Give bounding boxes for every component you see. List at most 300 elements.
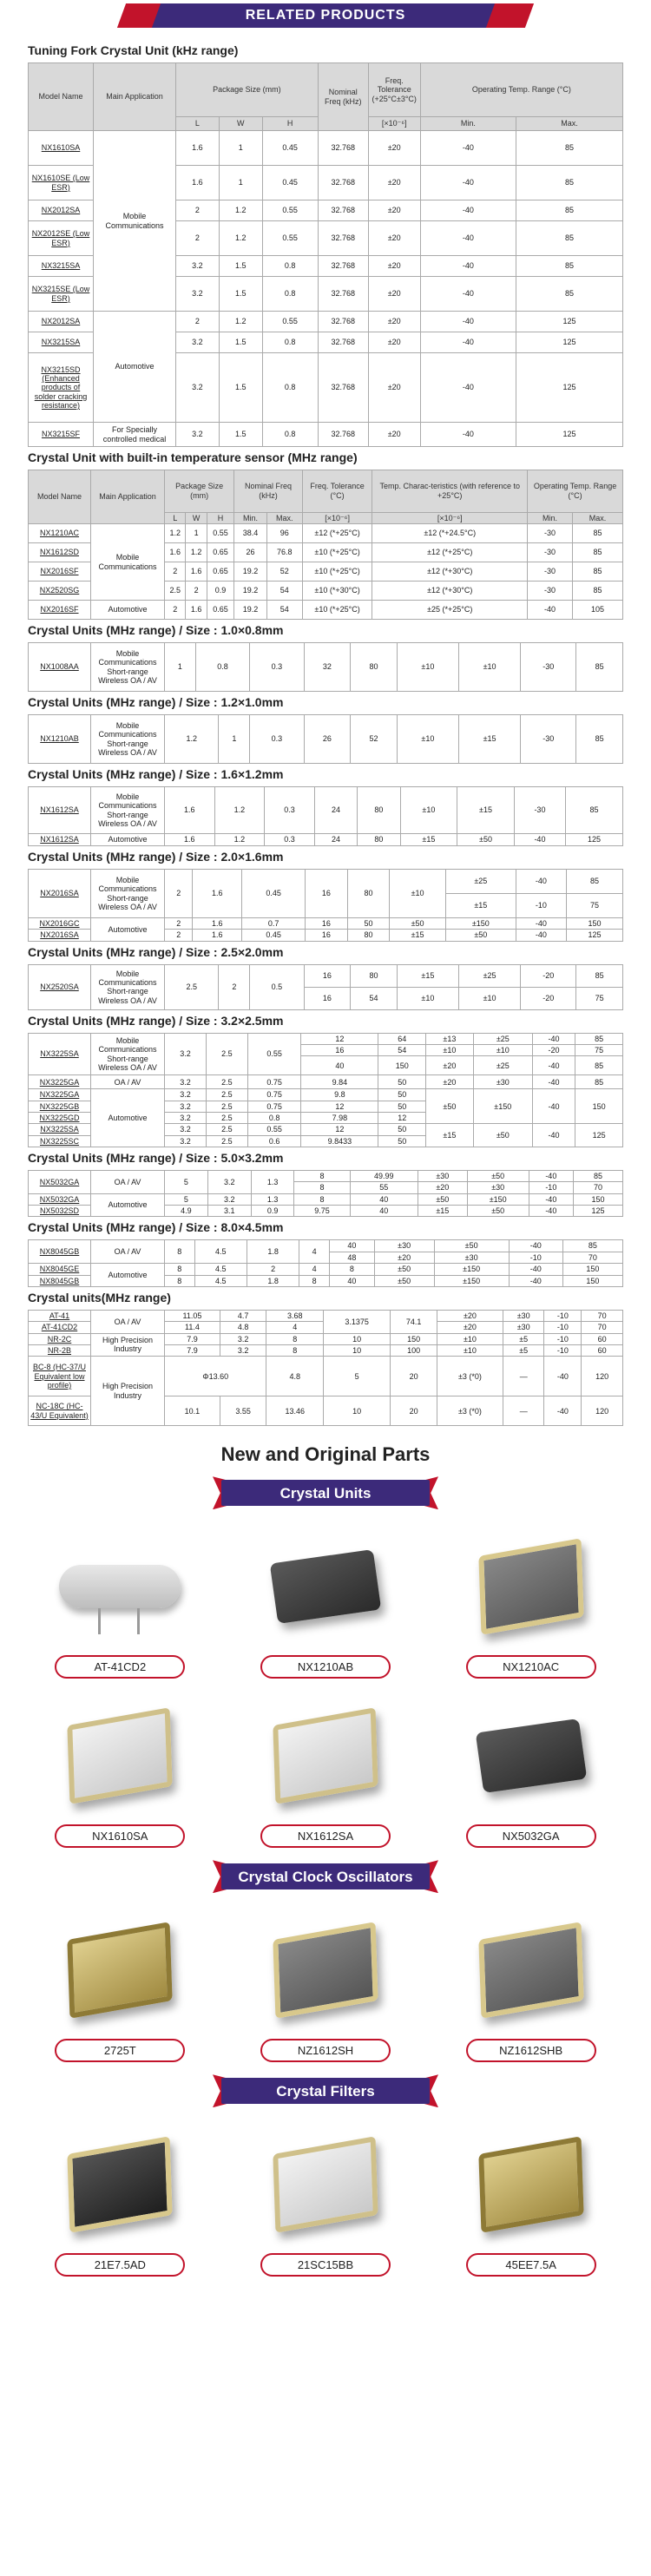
table-cell: OA / AV — [91, 1310, 165, 1333]
tuning-fork-title: Tuning Fork Crystal Unit (kHz range) — [28, 43, 239, 57]
table-cell: 0.45 — [262, 131, 318, 166]
table-cell: -40 — [420, 423, 516, 447]
product-image — [68, 2136, 173, 2233]
table-cell: NX1210AC — [29, 524, 91, 543]
table-cell: 40 — [329, 1240, 374, 1252]
table-cell: 96 — [266, 524, 302, 543]
mhz-units-title: Crystal units(MHz range) — [28, 1290, 171, 1304]
table-cell: 2.5 — [206, 1033, 247, 1075]
table-row — [29, 1089, 623, 1101]
table-cell: -40 — [516, 870, 566, 894]
product-label: NX1210AC — [466, 1655, 596, 1679]
table-cell: 1.6 — [193, 870, 242, 918]
table-cell: NX2520SA — [29, 964, 91, 1009]
table-cell: 3.2 — [165, 1135, 207, 1147]
table-cell: 1.6 — [176, 166, 220, 200]
clock-oscillators-ribbon — [0, 1860, 651, 1893]
product-card[interactable] — [33, 2119, 207, 2277]
table-header-cell: Freq. Tolerance (+25°C±3°C) — [368, 63, 420, 117]
table-row — [29, 63, 623, 117]
table-cell: 0.8 — [262, 353, 318, 423]
table-cell: -40 — [420, 332, 516, 353]
product-card[interactable] — [33, 1691, 207, 1848]
table-cell: 85 — [516, 166, 623, 200]
table-cell: 0.8 — [262, 423, 318, 447]
table-cell: 1.6 — [186, 562, 207, 582]
table-cell: -10 — [544, 1310, 582, 1321]
table-cell: 3.68 — [266, 1310, 323, 1321]
table-cell: 2 — [186, 582, 207, 601]
table-cell: Automotive — [91, 918, 165, 942]
table-cell: 70 — [562, 1252, 622, 1263]
table-cell: 5 — [165, 1171, 208, 1194]
table-cell: 8 — [266, 1344, 323, 1356]
table-cell: 11.4 — [165, 1322, 220, 1333]
table-cell: ±10 (*+25°C) — [302, 601, 372, 620]
table-cell: 3.1375 — [323, 1310, 390, 1333]
table-cell: 2.5 — [206, 1075, 247, 1089]
table-cell: 9.8433 — [301, 1135, 378, 1147]
table-cell: OA / AV — [91, 1075, 165, 1089]
table-cell: ±10 (*+25°C) — [302, 562, 372, 582]
table-cell: NX3225GD — [29, 1113, 91, 1124]
table-cell: ±150 — [467, 1193, 529, 1205]
table-header-cell: [×10⁻⁶] — [368, 117, 420, 131]
table-row — [29, 470, 623, 513]
table-cell: 16 — [304, 987, 351, 1009]
table-cell: -30 — [528, 543, 573, 562]
table-cell: -40 — [420, 312, 516, 332]
table-cell: 54 — [351, 987, 398, 1009]
product-image — [68, 1707, 173, 1804]
table-cell: 1.3 — [251, 1171, 294, 1194]
table-cell: NX2016GC — [29, 918, 91, 930]
table-cell: 7.9 — [165, 1344, 220, 1356]
table-cell: -40 — [420, 221, 516, 256]
table-cell: 64 — [378, 1033, 426, 1044]
table-cell: ±20 — [437, 1310, 503, 1321]
table-cell: 2.5 — [206, 1135, 247, 1147]
table-cell: 0.55 — [262, 312, 318, 332]
table-cell: 2.5 — [206, 1101, 247, 1112]
table-cell: For Specially controlled medical — [94, 423, 176, 447]
table-cell: -40 — [532, 1089, 575, 1124]
table-cell: -40 — [532, 1124, 575, 1147]
table-cell: 32.768 — [318, 131, 368, 166]
table-row — [29, 1264, 623, 1275]
table-cell: 125 — [567, 930, 623, 941]
table-cell: 1.6 — [193, 930, 242, 941]
table-cell: Mobile Communications Short-range Wireless OA / AV — [91, 715, 165, 764]
table-cell: NX3215SA — [29, 256, 94, 277]
table-cell: 8 — [165, 1264, 195, 1275]
table-cell: 60 — [582, 1333, 623, 1344]
table-row — [29, 131, 623, 166]
table-cell: ±12 (*+25°C) — [372, 543, 528, 562]
temp-sensor-table — [28, 470, 623, 620]
table-cell: NX1210AB — [29, 715, 91, 764]
table-row — [29, 1333, 623, 1344]
table-cell: -30 — [528, 524, 573, 543]
table-cell: -10 — [544, 1333, 582, 1344]
table-cell: ±30 — [418, 1171, 467, 1182]
table-cell: 32.768 — [318, 166, 368, 200]
table-row — [29, 312, 623, 332]
table-cell: 8 — [294, 1193, 350, 1205]
product-card[interactable] — [444, 1905, 618, 2062]
table-cell: 1.6 — [165, 543, 186, 562]
table-cell: ±5 — [503, 1333, 543, 1344]
table-cell: ±12 (*+24.5°C) — [372, 524, 528, 543]
table-cell: 75 — [567, 894, 623, 918]
table-cell: 150 — [573, 1193, 622, 1205]
table-cell: 2 — [176, 200, 220, 221]
table-cell: 125 — [516, 312, 623, 332]
table-cell: 0.3 — [250, 643, 304, 692]
table-cell: 40 — [301, 1056, 378, 1075]
product-label: 2725T — [55, 2039, 185, 2062]
table-cell: 54 — [266, 601, 302, 620]
table-cell: 1.5 — [219, 256, 262, 277]
table-cell: ±10 — [400, 787, 457, 834]
table-cell: ±50 — [426, 1089, 474, 1124]
table-cell: ±30 — [503, 1310, 543, 1321]
table-cell: ±30 — [503, 1322, 543, 1333]
table-cell: -40 — [544, 1396, 582, 1426]
product-card[interactable] — [239, 2119, 412, 2277]
table-cell: 0.45 — [262, 166, 318, 200]
table-cell: ±20 — [368, 131, 420, 166]
table-cell: ±12 (*+30°C) — [372, 582, 528, 601]
product-image — [475, 1718, 587, 1793]
size-2520-title: Crystal Units (MHz range) / Size : 2.5×2.0mm — [28, 944, 284, 959]
table-cell: 26 — [234, 543, 267, 562]
table-cell: 16 — [306, 930, 348, 941]
crystal-units-ribbon — [0, 1476, 651, 1509]
table-cell: 50 — [378, 1135, 426, 1147]
product-image — [478, 1922, 583, 2019]
table-cell: Automotive — [91, 601, 165, 620]
product-label: NZ1612SHB — [466, 2039, 596, 2062]
table-cell: 32 — [304, 643, 351, 692]
table-row — [29, 524, 623, 543]
table-cell: 150 — [391, 1333, 437, 1344]
table-cell: 50 — [378, 1101, 426, 1112]
table-cell: -40 — [420, 256, 516, 277]
table-cell: 120 — [582, 1357, 623, 1396]
table-header-cell: H — [262, 117, 318, 131]
table-header-cell: [×10⁻⁶] — [302, 512, 372, 523]
table-cell: 13.46 — [266, 1396, 323, 1426]
table-cell: 8 — [299, 1275, 330, 1286]
table-cell: 0.55 — [262, 200, 318, 221]
table-cell: ±20 — [368, 277, 420, 312]
product-label: NX1210AB — [260, 1655, 391, 1679]
product-card[interactable] — [33, 1521, 207, 1679]
table-cell: 0.3 — [250, 715, 304, 764]
table-cell: 4 — [266, 1322, 323, 1333]
table-cell: -30 — [521, 643, 576, 692]
table-cell: 0.55 — [247, 1033, 301, 1075]
table-cell: ±20 — [426, 1075, 474, 1089]
table-header-cell: Operating Temp. Range (°C) — [528, 470, 623, 513]
table-cell: 1.2 — [214, 834, 265, 846]
table-cell: 3.2 — [176, 277, 220, 312]
table-cell: 2 — [176, 221, 220, 256]
table-cell: ±50 — [390, 918, 446, 930]
table-row — [29, 423, 623, 447]
table-cell: 3.55 — [220, 1396, 266, 1426]
table-cell: 12 — [301, 1124, 378, 1135]
size-2016-title: Crystal Units (MHz range) / Size : 2.0×1.6mm — [28, 850, 284, 864]
table-cell: 49.99 — [350, 1171, 418, 1182]
table-cell: 3.2 — [176, 256, 220, 277]
table-cell: 1.2 — [186, 543, 207, 562]
table-cell: ±50 — [445, 930, 516, 941]
table-cell: 85 — [516, 131, 623, 166]
table-cell: -40 — [529, 1171, 573, 1182]
table-cell: 3.2 — [176, 423, 220, 447]
size-8045-title: Crystal Units (MHz range) / Size : 8.0×4.5mm — [28, 1220, 284, 1235]
table-cell: 32.768 — [318, 353, 368, 423]
product-card[interactable] — [444, 2119, 618, 2277]
table-cell: NX5032GA — [29, 1193, 91, 1205]
table-cell: 80 — [358, 787, 400, 834]
table-cell: -40 — [532, 1056, 575, 1075]
table-cell: 50 — [378, 1124, 426, 1135]
table-cell: 2 — [165, 918, 193, 930]
table-cell: -30 — [528, 562, 573, 582]
table-cell: 85 — [576, 715, 623, 764]
table-cell: 2 — [165, 562, 186, 582]
crystal-filters-ribbon — [0, 2074, 651, 2107]
table-cell: Automotive — [94, 312, 176, 423]
table-cell: ±15 — [397, 964, 458, 987]
product-label: NX1610SA — [55, 1824, 185, 1848]
table-cell: NX3215SA — [29, 332, 94, 353]
table-cell: 0.6 — [247, 1135, 301, 1147]
table-row — [29, 1310, 623, 1321]
table-cell: 3.2 — [165, 1124, 207, 1135]
table-cell: Automotive — [91, 1264, 165, 1287]
product-card[interactable] — [239, 1905, 412, 2062]
table-cell: Automotive — [91, 834, 165, 846]
table-cell: 38.4 — [234, 524, 267, 543]
table-cell: 16 — [306, 918, 348, 930]
product-card[interactable] — [444, 1521, 618, 1679]
table-cell: 0.8 — [262, 277, 318, 312]
table-cell: ±15 — [418, 1206, 467, 1217]
table-cell: 10 — [323, 1333, 390, 1344]
table-cell: 0.9 — [251, 1206, 294, 1217]
table-cell: 0.45 — [242, 930, 306, 941]
table-cell: NX2012SA — [29, 200, 94, 221]
product-image — [478, 2136, 583, 2233]
table-row — [29, 964, 623, 987]
table-cell: ±10 — [458, 643, 520, 692]
table-cell: NX3225SA — [29, 1033, 91, 1075]
table-row — [29, 787, 623, 834]
table-cell: NX2012SE (Low ESR) — [29, 221, 94, 256]
table-cell: 70 — [582, 1322, 623, 1333]
table-header-cell: Min. — [528, 512, 573, 523]
table-cell: ±20 — [368, 332, 420, 353]
table-cell: 80 — [358, 834, 400, 846]
table-header-cell: Nominal Freq (kHz) — [318, 63, 368, 131]
product-image — [68, 1922, 173, 2019]
table-cell: 0.8 — [195, 643, 249, 692]
table-header-cell: Freq. Tolerance (°C) — [302, 470, 372, 513]
table-row — [29, 1075, 623, 1089]
table-cell: 32.768 — [318, 312, 368, 332]
table-header-cell: Operating Temp. Range (°C) — [420, 63, 622, 117]
table-cell: NX3215SF — [29, 423, 94, 447]
table-cell: NX1612SA — [29, 787, 91, 834]
table-cell: Mobile Communications Short-range Wireless OA / AV — [91, 787, 165, 834]
table-cell: 0.65 — [207, 562, 233, 582]
product-image — [59, 1565, 181, 1608]
table-cell: ±25 — [445, 870, 516, 894]
product-card[interactable] — [239, 1691, 412, 1848]
table-cell: 4.8 — [220, 1322, 266, 1333]
table-cell: 1.6 — [165, 834, 215, 846]
table-cell: 7.98 — [301, 1113, 378, 1124]
table-cell: 85 — [567, 870, 623, 894]
table-cell: Mobile Communications — [94, 131, 176, 312]
product-label: 21SC15BB — [260, 2253, 391, 2277]
table-cell: — — [503, 1357, 543, 1396]
table-cell: 0.55 — [247, 1124, 301, 1135]
size-1210-title: Crystal Units (MHz range) / Size : 1.2×1.0mm — [28, 695, 284, 709]
table-cell: 0.75 — [247, 1089, 301, 1101]
table-cell: ±15 — [400, 834, 457, 846]
table-cell: Mobile Communications Short-range Wireless OA / AV — [91, 870, 165, 918]
table-cell: 1.8 — [247, 1275, 299, 1286]
table-cell: 1.2 — [219, 200, 262, 221]
table-header-cell: Main Application — [94, 63, 176, 131]
table-cell: 11.05 — [165, 1310, 220, 1321]
table-cell: Mobile Communications Short-range Wireless OA / AV — [91, 1033, 165, 1075]
table-cell: 32.768 — [318, 423, 368, 447]
table-cell: ±20 — [437, 1322, 503, 1333]
table-cell: -40 — [420, 200, 516, 221]
table-cell: ±50 — [374, 1264, 434, 1275]
table-cell: ±10 (*+30°C) — [302, 582, 372, 601]
table-header-cell: Max. — [266, 512, 302, 523]
table-cell: High Precision Industry — [91, 1333, 165, 1357]
table-cell: 150 — [378, 1056, 426, 1075]
table-cell: -10 — [529, 1182, 573, 1193]
table-cell: 125 — [516, 353, 623, 423]
table-cell: 85 — [573, 524, 623, 543]
product-label: 45EE7.5A — [466, 2253, 596, 2277]
table-cell: NX2012SA — [29, 312, 94, 332]
table-cell: 1.6 — [176, 131, 220, 166]
table-cell: -10 — [509, 1252, 562, 1263]
product-card[interactable] — [33, 1905, 207, 2062]
table-cell: 10.1 — [165, 1396, 220, 1426]
table-cell: 85 — [575, 1075, 623, 1089]
table-cell: 3.2 — [207, 1193, 251, 1205]
table-cell: 150 — [562, 1264, 622, 1275]
table-cell: 80 — [347, 870, 390, 918]
table-cell: 75 — [575, 1045, 623, 1056]
table-cell: 0.65 — [207, 601, 233, 620]
table-cell: ±30 — [374, 1240, 434, 1252]
table-cell: 2 — [165, 930, 193, 941]
table-cell: 85 — [562, 1240, 622, 1252]
table-cell: 0.45 — [242, 870, 306, 918]
table-cell: 50 — [347, 918, 390, 930]
table-cell: 85 — [575, 1056, 623, 1075]
table-cell: -40 — [532, 1033, 575, 1044]
table-cell: 2.5 — [165, 582, 186, 601]
table-cell: — — [503, 1396, 543, 1426]
table-cell: 8 — [165, 1240, 195, 1264]
table-cell: -40 — [509, 1275, 562, 1286]
product-image — [270, 1549, 382, 1624]
table-cell: -20 — [521, 987, 576, 1009]
table-cell: -20 — [521, 964, 576, 987]
table-cell: ±30 — [473, 1075, 532, 1089]
table-cell: NX3225GA — [29, 1089, 91, 1101]
table-cell: 1.2 — [165, 524, 186, 543]
table-cell: BC-8 (HC-37/U Equivalent low profile) — [29, 1357, 91, 1396]
table-cell: ±20 — [426, 1056, 474, 1075]
table-cell: NX2016SF — [29, 601, 91, 620]
product-card[interactable] — [239, 1521, 412, 1679]
table-cell: 85 — [516, 221, 623, 256]
table-cell: 70 — [582, 1310, 623, 1321]
table-cell: -10 — [544, 1322, 582, 1333]
table-cell: 32.768 — [318, 277, 368, 312]
mhz-units-table — [28, 1310, 623, 1426]
table-cell: 20 — [391, 1396, 437, 1426]
table-cell: 26 — [304, 715, 351, 764]
table-cell: -30 — [514, 787, 565, 834]
table-cell: 85 — [573, 562, 623, 582]
product-label: AT-41CD2 — [55, 1655, 185, 1679]
table-cell: ±10 — [473, 1045, 532, 1056]
table-cell: NX8045GB — [29, 1275, 91, 1286]
table-cell: 9.84 — [301, 1075, 378, 1089]
table-cell: ±50 — [467, 1206, 529, 1217]
table-cell: Mobile Communications Short-range Wireless OA / AV — [91, 964, 165, 1009]
table-cell: 85 — [576, 964, 623, 987]
table-cell: 3.2 — [165, 1075, 207, 1089]
table-cell: 85 — [516, 256, 623, 277]
table-cell: ±25 (*+25°C) — [372, 601, 528, 620]
table-cell: 150 — [562, 1275, 622, 1286]
table-cell: NX1610SE (Low ESR) — [29, 166, 94, 200]
table-cell: 1.6 — [193, 918, 242, 930]
table-cell: NX1612SD — [29, 543, 91, 562]
table-cell: 2 — [219, 964, 250, 1009]
table-cell: 85 — [576, 643, 623, 692]
table-row — [29, 834, 623, 846]
table-cell: 100 — [391, 1344, 437, 1356]
table-header-cell: Main Application — [91, 470, 165, 524]
table-cell: -40 — [509, 1240, 562, 1252]
table-cell: -40 — [516, 918, 566, 930]
table-cell: NX8045GE — [29, 1264, 91, 1275]
table-cell: NX3225GA — [29, 1075, 91, 1089]
table-cell: -40 — [420, 166, 516, 200]
table-cell: 150 — [567, 918, 623, 930]
table-cell: NX3215SD (Enhanced products of solder cracking resistance) — [29, 353, 94, 423]
table-cell: ±20 — [368, 166, 420, 200]
product-card[interactable] — [444, 1691, 618, 1848]
